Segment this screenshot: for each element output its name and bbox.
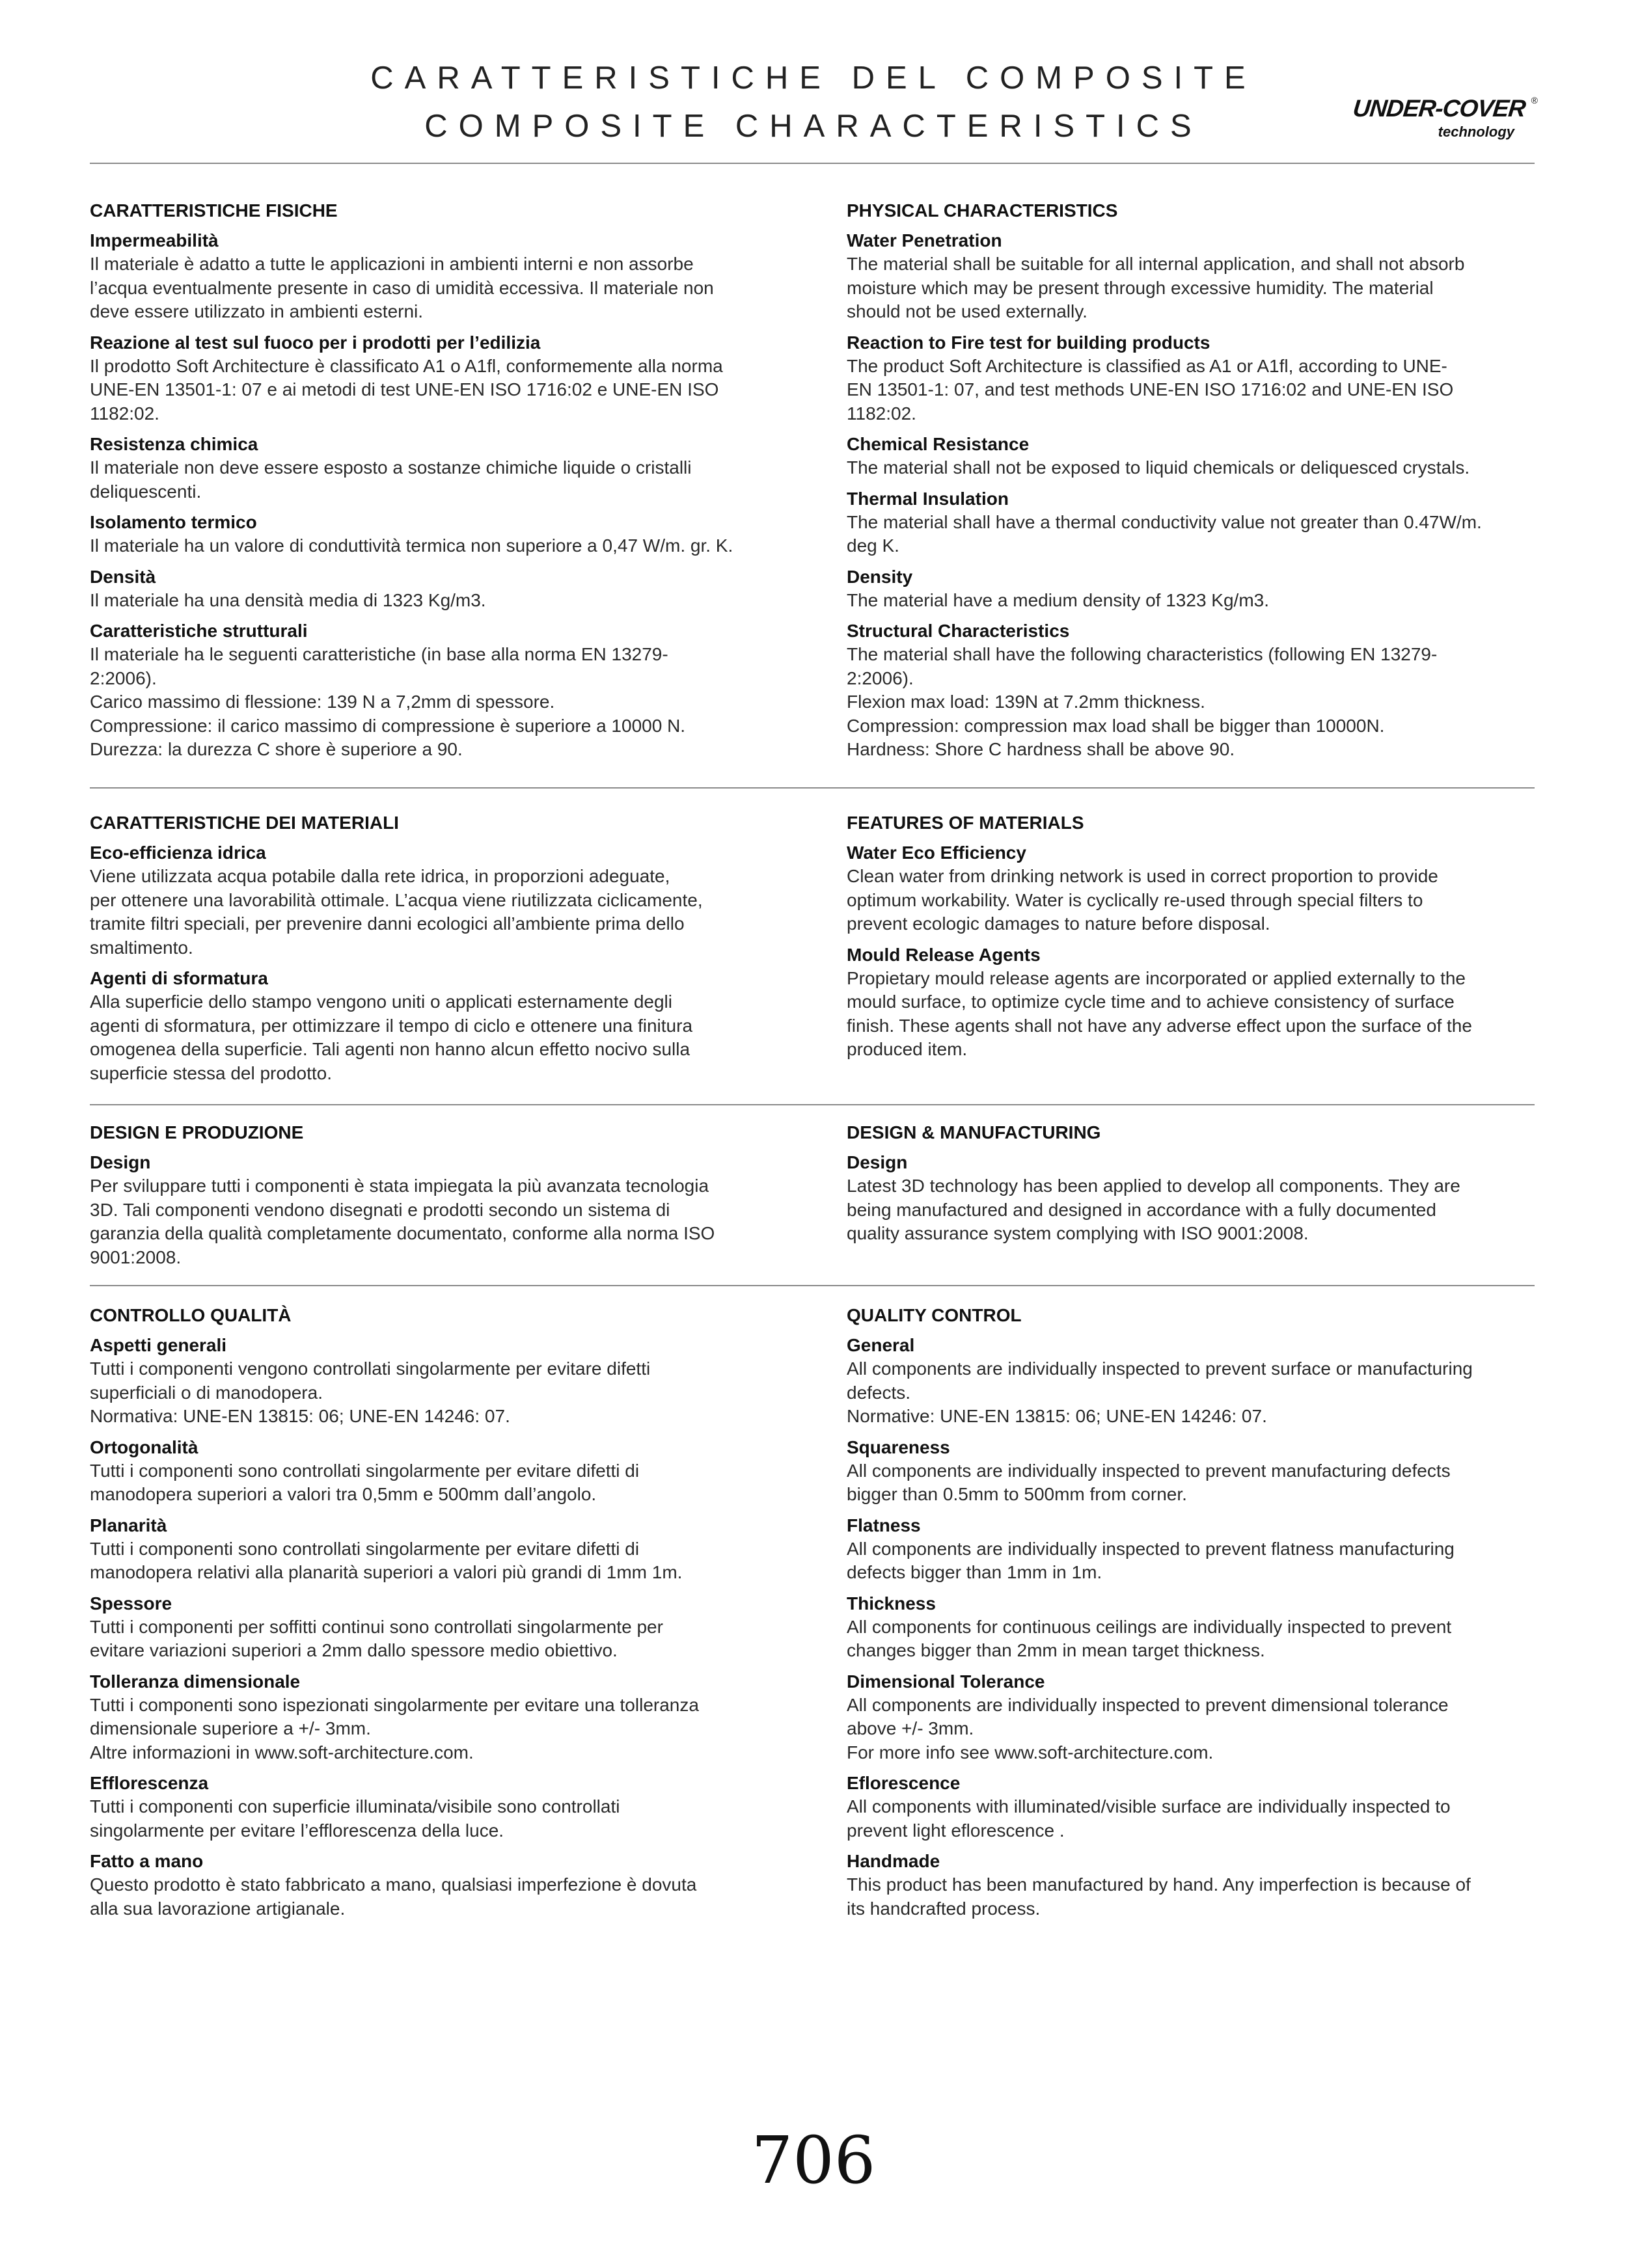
- spec-item-title: Thermal Insulation: [847, 488, 1009, 509]
- column-italian: [90, 199, 780, 769]
- spec-item-text: All components are individually inspected to prevent flatness manufacturing defects bigger than 1mm in 1m.: [847, 1538, 1455, 1582]
- section-divider: [90, 1104, 1535, 1105]
- spec-item: [847, 433, 1537, 480]
- spec-item: [847, 1772, 1537, 1843]
- under-cover-logo: [1351, 95, 1539, 147]
- section-heading: QUALITY CONTROL: [847, 1305, 1022, 1325]
- spec-item: [847, 1436, 1537, 1507]
- spec-item: [90, 331, 780, 426]
- spec-item-title: General: [847, 1335, 915, 1355]
- spec-item: [847, 1151, 1537, 1246]
- spec-item-title: Caratteristiche strutturali: [90, 621, 308, 641]
- page-number: 706: [751, 2122, 876, 2198]
- section-heading: FEATURES OF MATERIALS: [847, 813, 1084, 833]
- spec-item-text: All components are individually inspected to prevent manufacturing defects bigger than 0.5mm to 500mm from corner.: [847, 1460, 1451, 1504]
- spec-item-text: All components are individually inspected to prevent surface or manufacturing defects. Normative: UNE-EN 13815: 06; UNE-EN 14246: 07.: [847, 1358, 1473, 1426]
- spec-item-text: All components with illuminated/visible surface are individually inspected to prevent light eflorescence .: [847, 1796, 1451, 1841]
- spec-item-text: Questo prodotto è stato fabbricato a mano, qualsiasi imperfezione è dovuta alla sua lavorazione artigianale.: [90, 1874, 697, 1919]
- spec-item-title: Densità: [90, 566, 156, 587]
- column-italian: [90, 1121, 780, 1276]
- logo-subtitle: technology: [1438, 124, 1514, 140]
- spec-item-text: The material shall have a thermal conductivity value not greater than 0.47W/m. deg K.: [847, 511, 1482, 556]
- spec-item-text: The material shall be suitable for all internal application, and shall not absorb moisture which may be present through excessive humidity. The material should not be used externally.: [847, 254, 1465, 321]
- spec-item-text: Tutti i componenti vengono controllati singolarmente per evitare difetti superficiali o di manodopera. Normativa: UNE-EN 13815: 06; UNE-EN 14246: 07.: [90, 1358, 651, 1426]
- spec-item: [90, 1850, 780, 1921]
- spec-item: [847, 487, 1537, 558]
- spec-item: [90, 433, 780, 504]
- spec-item-title: Tolleranza dimensionale: [90, 1671, 301, 1692]
- spec-item-text: Il prodotto Soft Architecture è classificato A1 o A1fl, conformemente alla norma UNE-EN 13501-1: 07 e ai metodi di test UNE-EN ISO 1716:02 e UNE-EN ISO 1182:02.: [90, 355, 723, 424]
- spec-item: [90, 565, 780, 613]
- spec-item: [847, 943, 1537, 1062]
- spec-item-title: Dimensional Tolerance: [847, 1671, 1045, 1692]
- spec-item-text: Il materiale ha un valore di conduttività termica non superiore a 0,47 W/m. gr. K.: [90, 535, 733, 556]
- spec-item-text: Tutti i componenti sono ispezionati singolarmente per evitare una tolleranza dimensionale superiore a +/- 3mm. Altre informazioni in www.soft-architecture.com.: [90, 1694, 699, 1762]
- spec-item: [847, 331, 1537, 426]
- spec-item-text: Il materiale ha le seguenti caratteristiche (in base alla norma EN 13279- 2:2006). Carico massimo di flessione: 139 N a 7,2mm di spessore. Compressione: il carico massimo di compressione è superiore a 10000 N. Durezza: la durezza C shore è superiore a 90.: [90, 644, 686, 759]
- column-italian: [90, 811, 780, 1092]
- spec-item: [847, 1334, 1537, 1429]
- spec-item: [90, 1670, 780, 1765]
- spec-item: [847, 619, 1537, 762]
- spec-item-text: Per sviluppare tutti i componenti è stata impiegata la più avanzata tecnologia 3D. Tali componenti vendono disegnati e prodotti secondo un sistema di garanzia della qualità completamente documentato, conforme alla norma ISO 9001:2008.: [90, 1176, 715, 1267]
- spec-item-title: Thickness: [847, 1593, 936, 1613]
- spec-item-title: Resistenza chimica: [90, 434, 258, 454]
- spec-item-title: Efflorescenza: [90, 1773, 209, 1793]
- spec-item: [90, 1151, 780, 1269]
- header-divider: [90, 163, 1535, 164]
- spec-item-title: Impermeabilità: [90, 230, 219, 250]
- spec-item-text: All components for continuous ceilings are individually inspected to prevent changes bigger than 2mm in mean target thickness.: [847, 1616, 1452, 1660]
- spec-item: [847, 1850, 1537, 1921]
- spec-item-text: The material shall have the following characteristics (following EN 13279- 2:2006). Flexion max load: 139N at 7.2mm thickness. Compression: compression max load shall be bigger than 10000N. Hardness: Shore C hardness shall be above 90.: [847, 644, 1438, 759]
- spec-item-title: Reazione al test sul fuoco per i prodotti per l’edilizia: [90, 332, 541, 353]
- spec-item-text: Tutti i componenti per soffitti continui sono controllati singolarmente per evitare variazioni superiori a 2mm dallo spessore medio obiettivo.: [90, 1616, 663, 1660]
- spec-item: [90, 1592, 780, 1663]
- spec-item: [847, 1592, 1537, 1663]
- column-english: [847, 199, 1537, 769]
- section-heading: CARATTERISTICHE DEI MATERIALI: [90, 813, 399, 833]
- spec-item-title: Fatto a mano: [90, 1851, 204, 1871]
- spec-item-text: Propietary mould release agents are incorporated or applied externally to the mould surface, to optimize cycle time and to achieve consistency of surface finish. These agents shall not have any adverse effect upon the surface of the produced item.: [847, 967, 1472, 1059]
- spec-item-text: The material shall not be exposed to liquid chemicals or deliquesced crystals.: [847, 457, 1470, 478]
- spec-item-title: Agenti di sformatura: [90, 968, 268, 988]
- spec-item-title: Design: [847, 1152, 908, 1172]
- spec-item: [90, 511, 780, 558]
- logo-registered-mark: ®: [1531, 95, 1538, 105]
- spec-item-text: Clean water from drinking network is used in correct proportion to provide optimum workability. Water is cyclically re-used through special filters to prevent ecologic damages to nature before disposal.: [847, 866, 1438, 934]
- spec-item: [847, 841, 1537, 936]
- section-divider: [90, 787, 1535, 789]
- spec-item-title: Isolamento termico: [90, 512, 257, 532]
- section-heading: CONTROLLO QUALITÀ: [90, 1305, 292, 1325]
- spec-item-text: Il materiale non deve essere esposto a sostanze chimiche liquide o cristalli deliquescenti.: [90, 457, 692, 502]
- column-italian: [90, 1304, 780, 1928]
- spec-item-title: Reaction to Fire test for building products: [847, 332, 1210, 353]
- spec-item: [90, 841, 780, 960]
- spec-item: [847, 565, 1537, 613]
- spec-item-title: Spessore: [90, 1593, 172, 1613]
- spec-item-title: Eco-efficienza idrica: [90, 843, 266, 863]
- spec-item-title: Water Eco Efficiency: [847, 843, 1026, 863]
- spec-item: [90, 1334, 780, 1429]
- logo-brand: UNDER-COVER: [1351, 95, 1527, 122]
- spec-item-title: Density: [847, 566, 913, 587]
- spec-item-text: The material have a medium density of 1323 Kg/m3.: [847, 589, 1270, 610]
- section-heading: PHYSICAL CHARACTERISTICS: [847, 200, 1118, 221]
- spec-item-title: Eflorescence: [847, 1773, 961, 1793]
- spec-item-title: Structural Characteristics: [847, 621, 1070, 641]
- page-title-italian: CARATTERISTICHE DEL COMPOSITE: [370, 61, 1257, 96]
- spec-item: [847, 1514, 1537, 1585]
- spec-item-title: Chemical Resistance: [847, 434, 1030, 454]
- spec-item-text: Il materiale è adatto a tutte le applicazioni in ambienti interni e non assorbe l’acqua eventualmente presente in caso di umidità eccessiva. Il materiale non deve essere utilizzato in ambienti esterni.: [90, 254, 714, 321]
- spec-item-title: Water Penetration: [847, 230, 1002, 250]
- column-english: [847, 1121, 1537, 1253]
- spec-item: [90, 967, 780, 1085]
- spec-item: [847, 1670, 1537, 1765]
- spec-item-text: This product has been manufactured by hand. Any imperfection is because of its handcrafted process.: [847, 1874, 1471, 1919]
- spec-item-text: The product Soft Architecture is classified as A1 or A1fl, according to UNE- EN 13501-1: 07, and test methods UNE-EN ISO 1716:02 and UNE-EN ISO 1182:02.: [847, 355, 1454, 424]
- spec-item: [90, 1772, 780, 1843]
- spec-item-text: Tutti i componenti sono controllati singolarmente per evitare difetti di manodopera superiori a valori tra 0,5mm e 500mm dall’angolo.: [90, 1460, 640, 1504]
- spec-item: [90, 1514, 780, 1585]
- page-title-english: COMPOSITE CHARACTERISTICS: [424, 109, 1203, 144]
- spec-item-title: Handmade: [847, 1851, 940, 1871]
- spec-item-text: Viene utilizzata acqua potabile dalla rete idrica, in proporzioni adeguate, per ottenere una lavorabilità ottimale. L’acqua viene riutilizzata ciclicamente, tramite filtri speciali, per prevenire danni ecologici all’ambiente prima dello smaltimento.: [90, 866, 703, 958]
- spec-item: [847, 229, 1537, 324]
- spec-item-text: Alla superficie dello stampo vengono uniti o applicati esternamente degli agenti di sformatura, per ottimizzare il tempo di ciclo e ottenere una finitura omogenea della superficie. Tali agenti non hanno alcun effetto nocivo sulla superficie stessa del prodotto.: [90, 992, 693, 1083]
- spec-item-title: Planarità: [90, 1515, 167, 1535]
- section-heading: CARATTERISTICHE FISICHE: [90, 200, 338, 221]
- spec-item-title: Ortogonalità: [90, 1437, 198, 1457]
- spec-item: [90, 1436, 780, 1507]
- column-english: [847, 1304, 1537, 1928]
- section-heading: DESIGN & MANUFACTURING: [847, 1122, 1101, 1142]
- section-heading: DESIGN E PRODUZIONE: [90, 1122, 304, 1142]
- spec-item-title: Design: [90, 1152, 151, 1172]
- spec-item: [90, 619, 780, 762]
- column-english: [847, 811, 1537, 1069]
- spec-item-title: Mould Release Agents: [847, 944, 1041, 965]
- spec-item-text: All components are individually inspected to prevent dimensional tolerance above +/- 3mm. For more info see www.soft-architecture.com.: [847, 1694, 1449, 1762]
- spec-item-text: Tutti i componenti sono controllati singolarmente per evitare difetti di manodopera relativi alla planarità superiori a valori più grandi di 1mm 1m.: [90, 1538, 683, 1582]
- spec-item-title: Aspetti generali: [90, 1335, 227, 1355]
- spec-item-text: Tutti i componenti con superficie illuminata/visibile sono controllati singolarmente per evitare l’efflorescenza della luce.: [90, 1796, 620, 1841]
- spec-item-text: Il materiale ha una densità media di 1323 Kg/m3.: [90, 589, 486, 610]
- spec-item-title: Squareness: [847, 1437, 950, 1457]
- spec-item-text: Latest 3D technology has been applied to develop all components. They are being manufactured and designed in accordance with a fully documented quality assurance system complying with ISO 9001:2008.: [847, 1176, 1460, 1243]
- spec-item: [90, 229, 780, 324]
- section-divider: [90, 1285, 1535, 1286]
- spec-item-title: Flatness: [847, 1515, 921, 1535]
